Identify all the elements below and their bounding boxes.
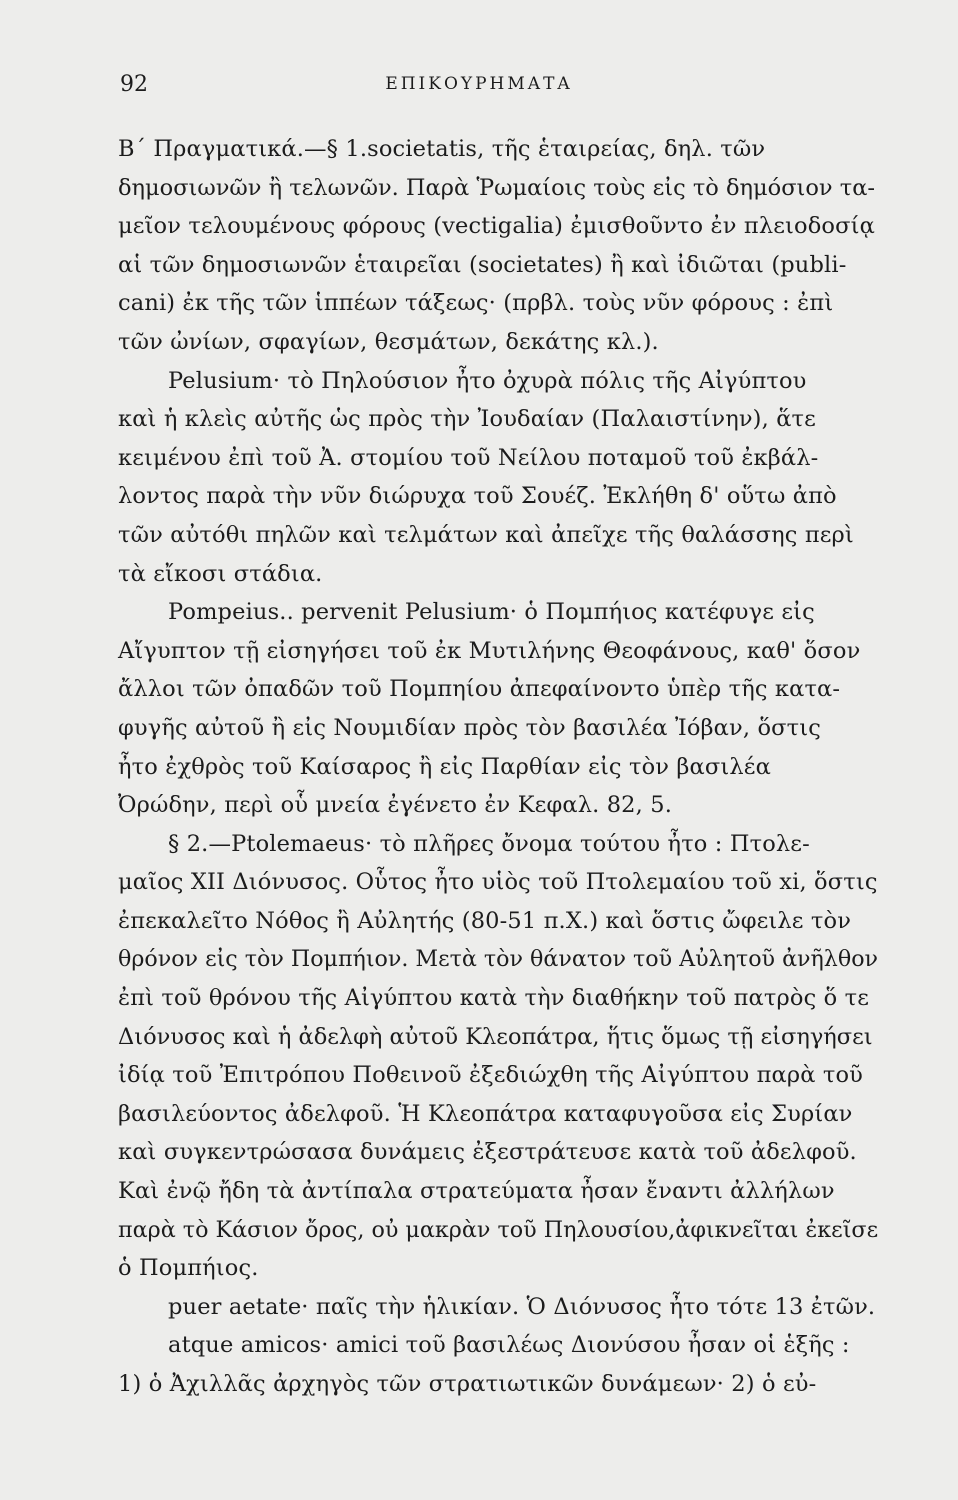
text-line: μαῖος XII Διόνυσος. Οὗτος ἦτο υἱὸς τοῦ Πτολεμαίου τοῦ xi, ὅστις — [118, 869, 878, 896]
text-line: puer aetate· παῖς τὴν ἡλικίαν. Ὁ Διόνυσος ἦτο τότε 13 ἐτῶν. — [168, 1293, 876, 1320]
text-line: cani) ἐκ τῆς τῶν ἱππέων τάξεως· (πρβλ. τοὺς νῦν φόρους : ἐπὶ — [118, 290, 834, 317]
text-line: Ὀρώδην, περὶ οὗ μνεία ἐγένετο ἐν Κεφαλ. 82, 5. — [118, 792, 673, 819]
text-line: φυγῆς αὐτοῦ ἢ εἰς Νουμιδίαν πρὸς τὸν βασιλέα Ἰόβαν, ὅστις — [118, 714, 821, 741]
text-line: ὁ Πομπήιος. — [118, 1255, 259, 1282]
text-line: θρόνον εἰς τὸν Πομπήιον. Μετὰ τὸν θάνατον τοῦ Αὐλητοῦ ἀνῆλθον — [118, 946, 879, 973]
text-line: atque amicos· amici τοῦ βασιλέως Διονύσου ἦσαν οἱ ἑξῆς : — [168, 1332, 850, 1359]
page-number: 92 — [120, 72, 148, 97]
text-line: καὶ ἡ κλεὶς αὐτῆς ὡς πρὸς τὴν Ἰουδαίαν (Παλαιστίνην), ἅτε — [118, 406, 816, 433]
text-line: ἄλλοι τῶν ὀπαδῶν τοῦ Πομπηίου ἀπεφαίνοντο ὑπὲρ τῆς κατα- — [118, 676, 841, 703]
text-line: δημοσιωνῶν ἢ τελωνῶν. Παρὰ Ῥωμαίοις τοὺς εἰς τὸ δημόσιον τα- — [118, 174, 876, 201]
text-line: ἰδίᾳ τοῦ Ἐπιτρόπου Ποθεινοῦ ἐξεδιώχθη τῆς Αἰγύπτου παρὰ τοῦ — [118, 1062, 864, 1089]
body-text — [118, 130, 878, 1404]
text-line: ἐπὶ τοῦ θρόνου τῆς Αἰγύπτου κατὰ τὴν διαθήκην τοῦ πατρὸς ὅ τε — [118, 985, 870, 1012]
text-line: Pompeius.. pervenit Pelusium· ὁ Πομπήιος κατέφυγε εἰς — [168, 599, 815, 626]
text-line: Αἴγυπτον τῇ εἰσηγήσει τοῦ ἐκ Μυτιλήνης Θεοφάνους, καθ' ὅσον — [118, 637, 861, 664]
text-line: τῶν ὠνίων, σφαγίων, θεσμάτων, δεκάτης κλ.). — [118, 328, 659, 355]
text-line: ἦτο ἐχθρὸς τοῦ Καίσαρος ἢ εἰς Παρθίαν εἰς τὸν βασιλέα — [118, 753, 771, 780]
text-line: λοντος παρὰ τὴν νῦν διώρυχα τοῦ Σουέζ. Ἐκλήθη δ' οὕτω ἀπὸ — [118, 483, 837, 510]
text-line: Καὶ ἐνῷ ἤδη τὰ ἀντίπαλα στρατεύματα ἦσαν ἔναντι ἀλλήλων — [118, 1178, 835, 1205]
text-line: 1) ὁ Ἀχιλλᾶς ἀρχηγὸς τῶν στρατιωτικῶν δυνάμεων· 2) ὁ εὐ- — [118, 1371, 817, 1397]
text-line: μεῖον τελουμένους φόρους (vectigalia) ἐμισθοῦντο ἐν πλειοδοσίᾳ — [118, 213, 875, 240]
running-title: ΕΠΙΚΟΥΡΗΜΑΤΑ — [385, 74, 573, 94]
text-line: αἱ τῶν δημοσιωνῶν ἑταιρεῖαι (societates) ἢ καὶ ἰδιῶται (publi- — [118, 251, 847, 278]
text-line: § 2.—Ptolemaeus· τὸ πλῆρες ὄνομα τούτου ἦτο : Πτολε- — [168, 830, 810, 857]
text-line: Διόνυσος καὶ ἡ ἀδελφὴ αὐτοῦ Κλεοπάτρα, ἥτις ὅμως τῇ εἰσηγήσει — [118, 1023, 873, 1050]
text-line: ἐπεκαλεῖτο Νόθος ἢ Αὐλητής (80-51 π.Χ.) καὶ ὅστις ὤφειλε τὸν — [118, 907, 852, 934]
text-line: καὶ συγκεντρώσασα δυνάμεις ἐξεστράτευσε κατὰ τοῦ ἀδελφοῦ. — [118, 1139, 857, 1166]
page-header — [0, 72, 958, 108]
text-line: τὰ εἴκοσι στάδια. — [118, 560, 323, 587]
text-line: κειμένου ἐπὶ τοῦ Ἀ. στομίου τοῦ Νείλου ποταμοῦ τοῦ ἐκβάλ- — [118, 444, 819, 471]
text-line: παρὰ τὸ Κάσιον ὄρος, οὐ μακρὰν τοῦ Πηλουσίου,ἀφικνεῖται ἐκεῖσε — [118, 1216, 879, 1243]
text-line: τῶν αὐτόθι πηλῶν καὶ τελμάτων καὶ ἀπεῖχε τῆς θαλάσσης περὶ — [118, 521, 854, 548]
text-line: βασιλεύοντος ἀδελφοῦ. Ἡ Κλεοπάτρα καταφυγοῦσα εἰς Συρίαν — [118, 1100, 853, 1127]
text-line: Pelusium· τὸ Πηλούσιον ἦτο ὀχυρὰ πόλις τῆς Αἰγύπτου — [168, 367, 807, 394]
text-line: Β΄ Πραγματικά.—§ 1.societatis, τῆς ἑταιρείας, δηλ. τῶν — [118, 136, 766, 162]
